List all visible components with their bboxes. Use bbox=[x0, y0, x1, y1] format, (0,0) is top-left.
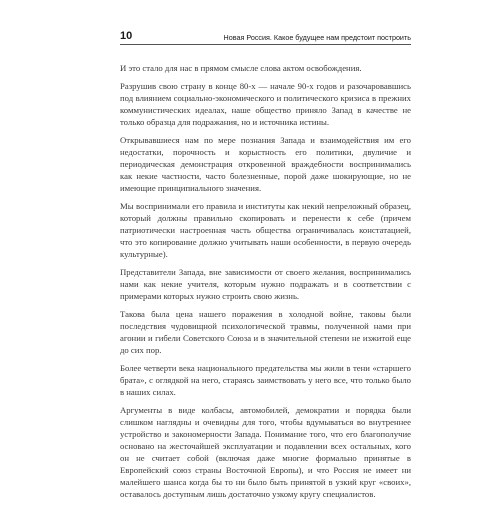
paragraph: Такова была цена нашего поражения в холодной войне, таковы были последствия чудовищной психологической травмы, полученной нами при агонии и гибели Советского Союза и в значительной степени не изжитой еще до сих пор. bbox=[120, 309, 411, 355]
paragraph: Более четверти века национального предательства мы жили в тени «старшего брата», с оглядкой на него, стараясь заимствовать у него все, что только было в наших силах. bbox=[120, 363, 411, 397]
page-number: 10 bbox=[120, 30, 133, 42]
header-rule bbox=[120, 44, 411, 45]
paragraph: Открывавшиеся нам по мере познания Запада и взаимодействия им его недостатки, порочность и корыстность его политики, двуличие и периодическая демонстрация откровенной враждебности воспринимались как некие частности, часто болезненные, порой даже шокирующие, но не имеющие принципиального значения. bbox=[120, 135, 411, 193]
paragraph: Аргументы в виде колбасы, автомобилей, демократии и порядка были слишком наглядны и очевидны для того, чтобы вдумываться во внутреннее устройство и закономерности Запада. Понимание того, что его благополучие основано на жесточайшей эксплуатации и подавлении всех остальных, кого он не считает собой (включая даже многие формально принятые в Европейский союз страны Восточной Европы), и что Россия не имеет ни малейшего шанса когда бы то ни было быть принятой в узкий круг «своих», оставалось доступным лишь достаточно узкому кругу специалистов. bbox=[120, 405, 411, 499]
paragraph: Мы воспринимали его правила и институты как некий непреложный образец, который должны правильно скопировать и перенести к себе (причем патриотически настроенная часть общества ограничивалась констатацией, что это копирование должно учитывать наши особенности, в первую очередь культурные). bbox=[120, 201, 411, 259]
running-title: Новая Россия. Какое будущее нам предстоит построить bbox=[223, 32, 411, 42]
paragraph: Разрушив свою страну в конце 80-х — начале 90-х годов и разочаровавшись под влиянием социально-экономического и политического кризиса в прежних коммунистических идеалах, наше общество приняло Запад в качестве не только образца для подражания, но и источника истины. bbox=[120, 81, 411, 127]
body-text bbox=[120, 62, 411, 506]
paragraph: Представители Запада, вне зависимости от своего желания, воспринимались нами как некие учителя, которым нужно подражать и в соответствии с примерами которых нужно строить свою жизнь. bbox=[120, 267, 411, 301]
running-header bbox=[120, 26, 411, 42]
paragraph: И это стало для нас в прямом смысле слова актом освобождения. bbox=[120, 63, 362, 73]
